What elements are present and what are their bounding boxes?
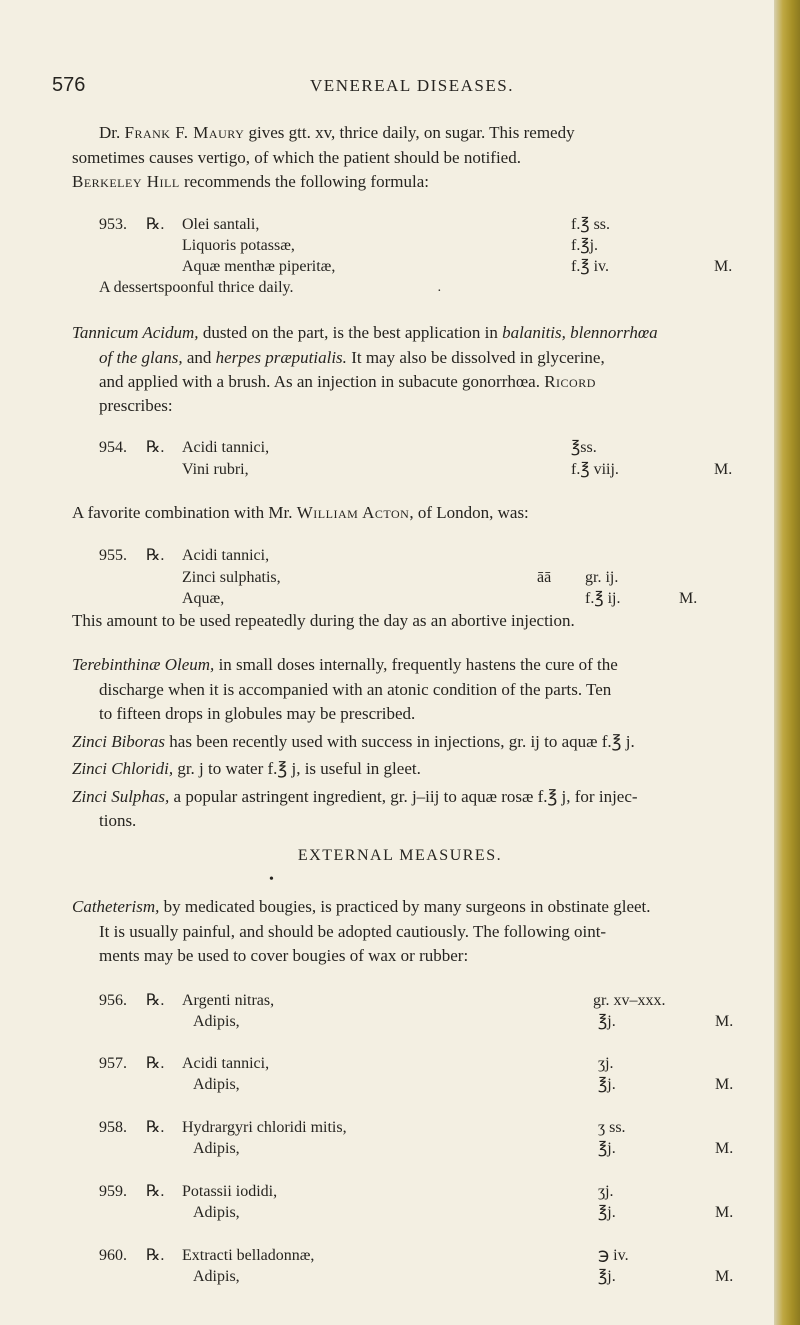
ingredient-name: Adipis, bbox=[193, 1268, 240, 1285]
ingredient-quantity: f.℥ iv. bbox=[571, 258, 609, 275]
ingredient-quantity: ℥j. bbox=[598, 1268, 616, 1285]
ingredient-quantity: f.℥j. bbox=[571, 237, 599, 254]
ingredient-quantity: ʒ ss. bbox=[598, 1119, 626, 1136]
misce-mark: M. bbox=[715, 1204, 734, 1221]
recipe-symbol: ℞. bbox=[146, 1055, 165, 1072]
misce-mark: M. bbox=[715, 1140, 734, 1157]
misce-mark: M. bbox=[714, 258, 733, 275]
terebinthinae-line-3: to fifteen drops in globules may be prescribed. bbox=[99, 704, 416, 723]
intro-line-1: Dr. Frank F. Maury gives gtt. xv, thrice daily, on sugar. This remedy bbox=[99, 123, 575, 142]
ingredient-name: Hydrargyri chloridi mitis, bbox=[182, 1119, 347, 1136]
ana-mark: āā bbox=[537, 569, 552, 586]
formula-number: 955. bbox=[99, 547, 127, 564]
ingredient-quantity: ℈ iv. bbox=[598, 1247, 629, 1264]
printing-speck: • bbox=[269, 872, 274, 887]
formula-number: 960. bbox=[99, 1247, 127, 1264]
ingredient-name: Aquæ, bbox=[182, 590, 225, 607]
formula-number: 958. bbox=[99, 1119, 127, 1136]
ingredient-name: Liquoris potassæ, bbox=[182, 237, 295, 254]
zinci-sulphas-line-2: tions. bbox=[99, 811, 137, 830]
ingredient-quantity: ℥j. bbox=[598, 1204, 616, 1221]
tannicum-line-1: Tannicum Acidum, dusted on the part, is the best application in balanitis, blennorrhœa bbox=[72, 323, 658, 342]
zinci-biboras-line: Zinci Biboras has been recently used with success in injections, gr. ij to aquæ f.℥ j. bbox=[72, 732, 635, 751]
zinci-chloridi-line: Zinci Chloridi, gr. j to water f.℥ j, is useful in gleet. bbox=[72, 759, 421, 778]
misce-mark: M. bbox=[715, 1013, 734, 1030]
running-title: VENEREAL DISEASES. bbox=[310, 76, 514, 95]
intro-line-2: sometimes causes vertigo, of which the patient should be notified. bbox=[72, 148, 521, 167]
dosage-note: A dessertspoonful thrice daily. bbox=[99, 279, 294, 296]
ingredient-name: Vini rubri, bbox=[182, 461, 249, 478]
ingredient-quantity: ℥j. bbox=[598, 1140, 616, 1157]
recipe-symbol: ℞. bbox=[146, 992, 165, 1009]
zinci-sulphas-line-1: Zinci Sulphas, a popular astringent ingredient, gr. j–iij to aquæ rosæ f.℥ j, for injec- bbox=[72, 787, 638, 806]
ingredient-quantity: f.℥ ss. bbox=[571, 216, 611, 233]
ingredient-quantity: ʒj. bbox=[598, 1055, 614, 1072]
terebinthinae-line-1: Terebinthinæ Oleum, in small doses internally, frequently hastens the cure of the bbox=[72, 655, 618, 674]
recipe-symbol: ℞. bbox=[146, 547, 165, 564]
tannicum-line-4: prescribes: bbox=[99, 396, 173, 415]
tannicum-line-2: of the glans, and herpes præputialis. It may also be dissolved in glycerine, bbox=[99, 348, 605, 367]
ingredient-name: Adipis, bbox=[193, 1140, 240, 1157]
ingredient-name: Acidi tannici, bbox=[182, 1055, 270, 1072]
recipe-symbol: ℞. bbox=[146, 216, 165, 233]
section-heading: EXTERNAL MEASURES. bbox=[297, 847, 503, 864]
ingredient-quantity: ℥ss. bbox=[571, 439, 597, 456]
page-edge bbox=[774, 0, 800, 1325]
formula-number: 959. bbox=[99, 1183, 127, 1200]
ingredient-name: Argenti nitras, bbox=[182, 992, 275, 1009]
ingredient-quantity: ℥j. bbox=[598, 1076, 616, 1093]
terebinthinae-line-2: discharge when it is accompanied with an atonic condition of the parts. Ten bbox=[99, 680, 612, 699]
formula-number: 954. bbox=[99, 439, 127, 456]
ingredient-quantity: gr. ij. bbox=[585, 569, 619, 586]
injection-note: This amount to be used repeatedly during the day as an abortive injection. bbox=[72, 611, 575, 630]
ingredient-quantity: ʒj. bbox=[598, 1183, 614, 1200]
running-header bbox=[52, 74, 772, 104]
ingredient-name: Adipis, bbox=[193, 1076, 240, 1093]
catheterism-line-1: Catheterism, by medicated bougies, is practiced by many surgeons in obstinate gleet. bbox=[72, 897, 651, 916]
printing-speck: · bbox=[437, 284, 442, 299]
intro-line-3: Berkeley Hill recommends the following formula: bbox=[72, 172, 429, 191]
ingredient-name: Aquæ menthæ piperitæ, bbox=[182, 258, 336, 275]
ingredient-name: Extracti belladonnæ, bbox=[182, 1247, 315, 1264]
ingredient-name: Adipis, bbox=[193, 1013, 240, 1030]
ingredient-name: Acidi tannici, bbox=[182, 547, 270, 564]
recipe-symbol: ℞. bbox=[146, 1183, 165, 1200]
misce-mark: M. bbox=[714, 461, 733, 478]
misce-mark: M. bbox=[715, 1076, 734, 1093]
tannicum-line-3: and applied with a brush. As an injection in subacute gonorrhœa. Ricord bbox=[99, 372, 596, 391]
misce-mark: M. bbox=[679, 590, 698, 607]
ingredient-name: Potassii iodidi, bbox=[182, 1183, 278, 1200]
misce-mark: M. bbox=[715, 1268, 734, 1285]
formula-number: 957. bbox=[99, 1055, 127, 1072]
recipe-symbol: ℞. bbox=[146, 1247, 165, 1264]
ingredient-name: Olei santali, bbox=[182, 216, 260, 233]
page-number: 576 bbox=[52, 74, 86, 96]
recipe-symbol: ℞. bbox=[146, 1119, 165, 1136]
formula-number: 956. bbox=[99, 992, 127, 1009]
ingredient-quantity: f.℥ ij. bbox=[585, 590, 621, 607]
ingredient-quantity: ℥j. bbox=[598, 1013, 616, 1030]
acton-line: A favorite combination with Mr. William Acton, of London, was: bbox=[72, 503, 529, 522]
catheterism-line-2: It is usually painful, and should be adopted cautiously. The following oint- bbox=[99, 922, 607, 941]
formula-number: 953. bbox=[99, 216, 127, 233]
ingredient-name: Adipis, bbox=[193, 1204, 240, 1221]
catheterism-line-3: ments may be used to cover bougies of wax or rubber: bbox=[99, 946, 469, 965]
ingredient-name: Acidi tannici, bbox=[182, 439, 270, 456]
recipe-symbol: ℞. bbox=[146, 439, 165, 456]
ingredient-quantity: f.℥ viij. bbox=[571, 461, 619, 478]
ingredient-quantity: gr. xv–xxx. bbox=[593, 992, 666, 1009]
ingredient-name: Zinci sulphatis, bbox=[182, 569, 281, 586]
